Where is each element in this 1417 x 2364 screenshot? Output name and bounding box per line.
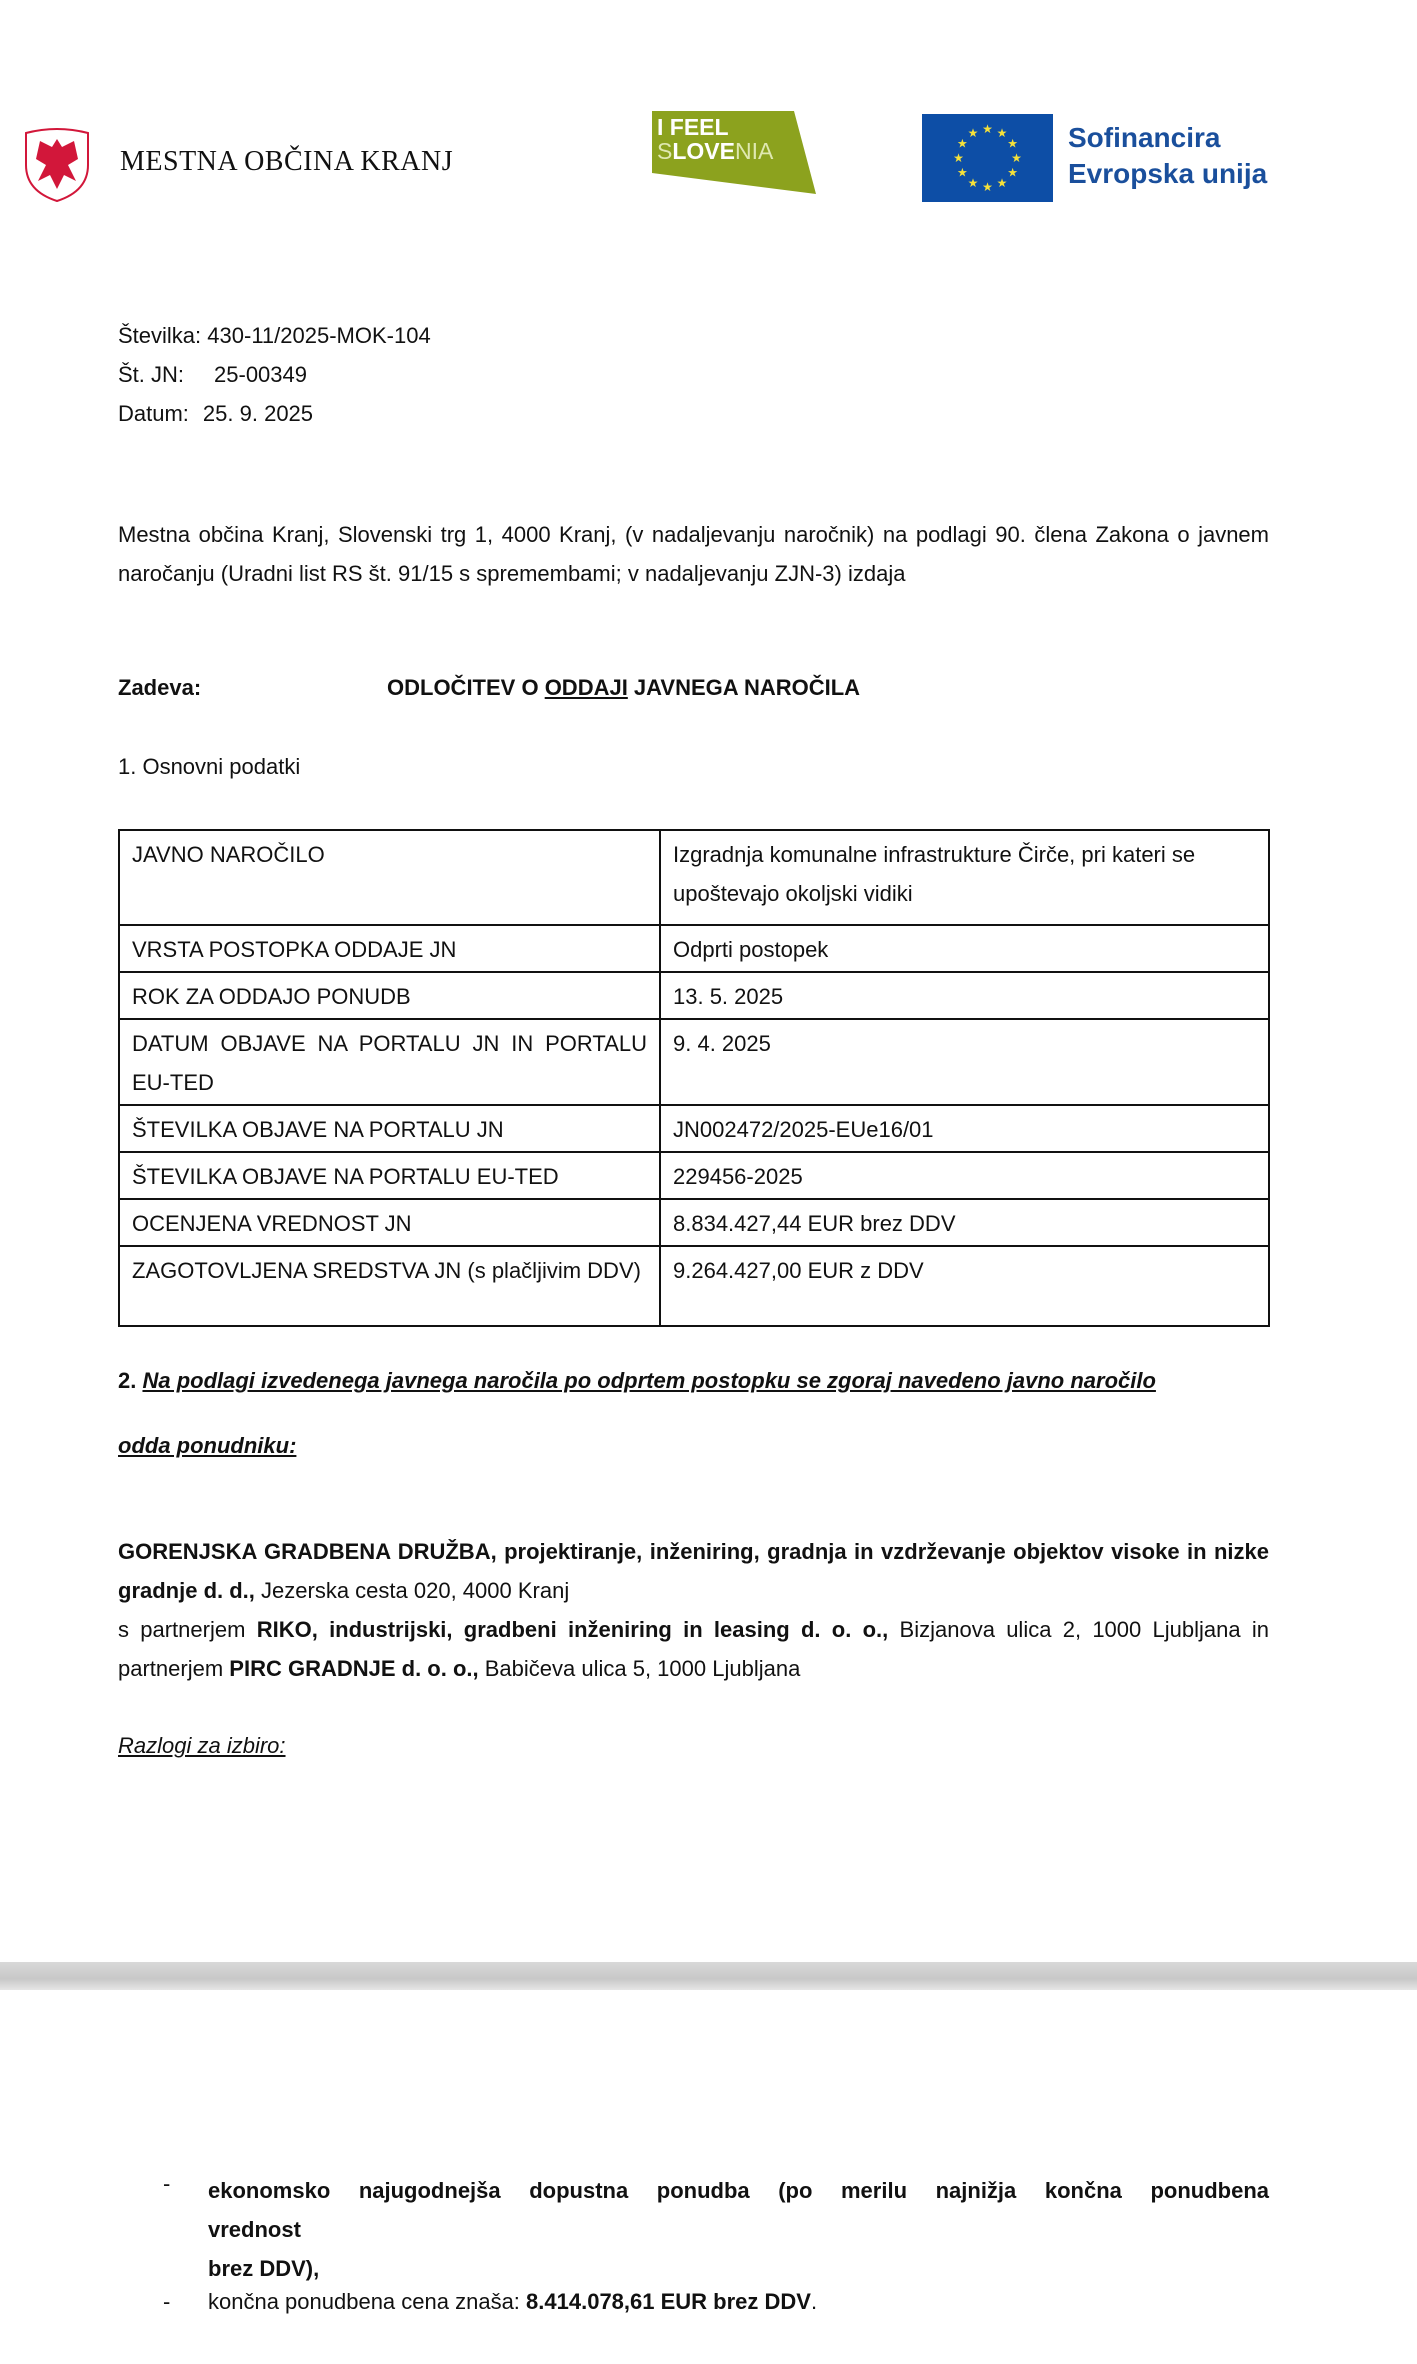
page-break [0,1962,1417,1990]
row-label: ROK ZA ODDAJO PONUDB [119,972,660,1019]
table-row [119,1152,1269,1199]
star-icon: ★ [996,176,1008,191]
table-row [119,925,1269,972]
table-row [119,1199,1269,1246]
row-label: ŠTEVILKA OBJAVE NA PORTALU JN [119,1105,660,1152]
logo-nia: NIA [734,138,774,164]
subject-label: Zadeva: [118,675,202,700]
coat-of-arms-logo [18,125,96,203]
row-label: ZAGOTOVLJENA SREDSTVA JN (s plačljivim DDV) [119,1246,660,1326]
row-value: 13. 5. 2025 [660,972,1269,1019]
row-label: JAVNO NAROČILO [119,830,660,925]
document-date: Datum: 25. 9. 2025 [118,401,314,426]
row-value: Izgradnja komunalne infrastrukture Čirče, pri kateri se upoštevajo okoljski vidiki [660,830,1269,925]
star-icon: ★ [1011,151,1022,165]
row-value: 9.264.427,00 EUR z DDV [660,1246,1269,1326]
basic-data-table [118,829,1270,1327]
row-value: 9. 4. 2025 [660,1019,1269,1105]
logo-s: S [657,138,673,164]
eu-line1: Sofinancira [1068,122,1221,153]
section2-heading-line2: odda ponudniku: [118,1433,297,1458]
star-icon: ★ [1007,165,1018,180]
eu-cofinanced-text [1068,120,1267,192]
table-row [119,1246,1269,1326]
table-row [119,1105,1269,1152]
section1-title: 1. Osnovni podatki [118,754,301,779]
row-label: ŠTEVILKA OBJAVE NA PORTALU EU-TED [119,1152,660,1199]
reason-item: ekonomsko najugodnejša dopustna ponudba (po merilu najnižja končna ponudbena vrednost brez DDV), [208,2178,1269,2281]
star-icon: ★ [982,180,993,194]
row-value: Odprti postopek [660,925,1269,972]
reasons-label: Razlogi za izbiro: [118,1733,286,1758]
document-number: Številka: 430-11/2025-MOK-104 [118,323,431,348]
row-label: DATUM OBJAVE NA PORTALU JN IN PORTALU EU-TED [119,1019,660,1105]
logo-love: LOVE [672,138,735,164]
table-row [119,830,1269,925]
row-value: JN002472/2025-EUe16/01 [660,1105,1269,1152]
intro-paragraph: Mestna občina Kranj, Slovenski trg 1, 4000 Kranj, (v nadaljevanju naročnik) na podlagi 90. člena Zakona o javnem naročanju (Uradni list RS št. 91/15 s spremembami; v nadaljevanju ZJN-3) izdaja [118,522,1269,586]
reason-item-price: končna ponudbena cena znaša: 8.414.078,61 EUR brez DDV. [208,2289,818,2314]
star-icon: ★ [982,122,993,136]
table-row [119,972,1269,1019]
row-label: VRSTA POSTOPKA ODDAJE JN [119,925,660,972]
selected-bidder: GORENJSKA GRADBENA DRUŽBA, projektiranje, inženiring, gradnja in vzdrževanje objektov visoke in nizke gradnje d. d., Jezerska cesta 020, 4000 Kranj s partnerjem RIKO, industrijski, gradbeni inženiring in leasing d. o. o., Bizjanova ulica 2, 1000 Ljubljana in partnerjem PIRC GRADNJE d. o. o., Babičeva ulica 5, 1000 Ljubljana [118,1539,1269,1681]
eu-flag-icon [922,114,1053,202]
eu-line2: Evropska unija [1068,158,1268,189]
logo-line1: I FEEL [657,114,729,140]
star-icon: ★ [1007,136,1018,151]
star-icon: ★ [957,165,968,180]
star-icon: ★ [957,136,968,151]
section2-heading: 2. Na podlagi izvedenega javnega naročila po odprtem postopku se zgoraj navedeno javno naročilo [118,1368,1156,1393]
table-row [119,1019,1269,1105]
row-value: 229456-2025 [660,1152,1269,1199]
bullet: - [163,2171,171,2196]
subject-title: ODLOČITEV O ODDAJI JAVNEGA NAROČILA [387,675,861,700]
row-label: OCENJENA VREDNOST JN [119,1199,660,1246]
i-feel-slovenia-logo [652,111,816,194]
star-icon: ★ [996,125,1008,140]
star-icon: ★ [967,125,979,140]
star-icon: ★ [953,151,964,165]
star-icon: ★ [967,176,979,191]
jn-number: Št. JN: 25-00349 [118,362,307,387]
row-value: 8.834.427,44 EUR brez DDV [660,1199,1269,1246]
bullet: - [163,2289,171,2314]
municipality-name: MESTNA OBČINA KRANJ [120,146,454,177]
